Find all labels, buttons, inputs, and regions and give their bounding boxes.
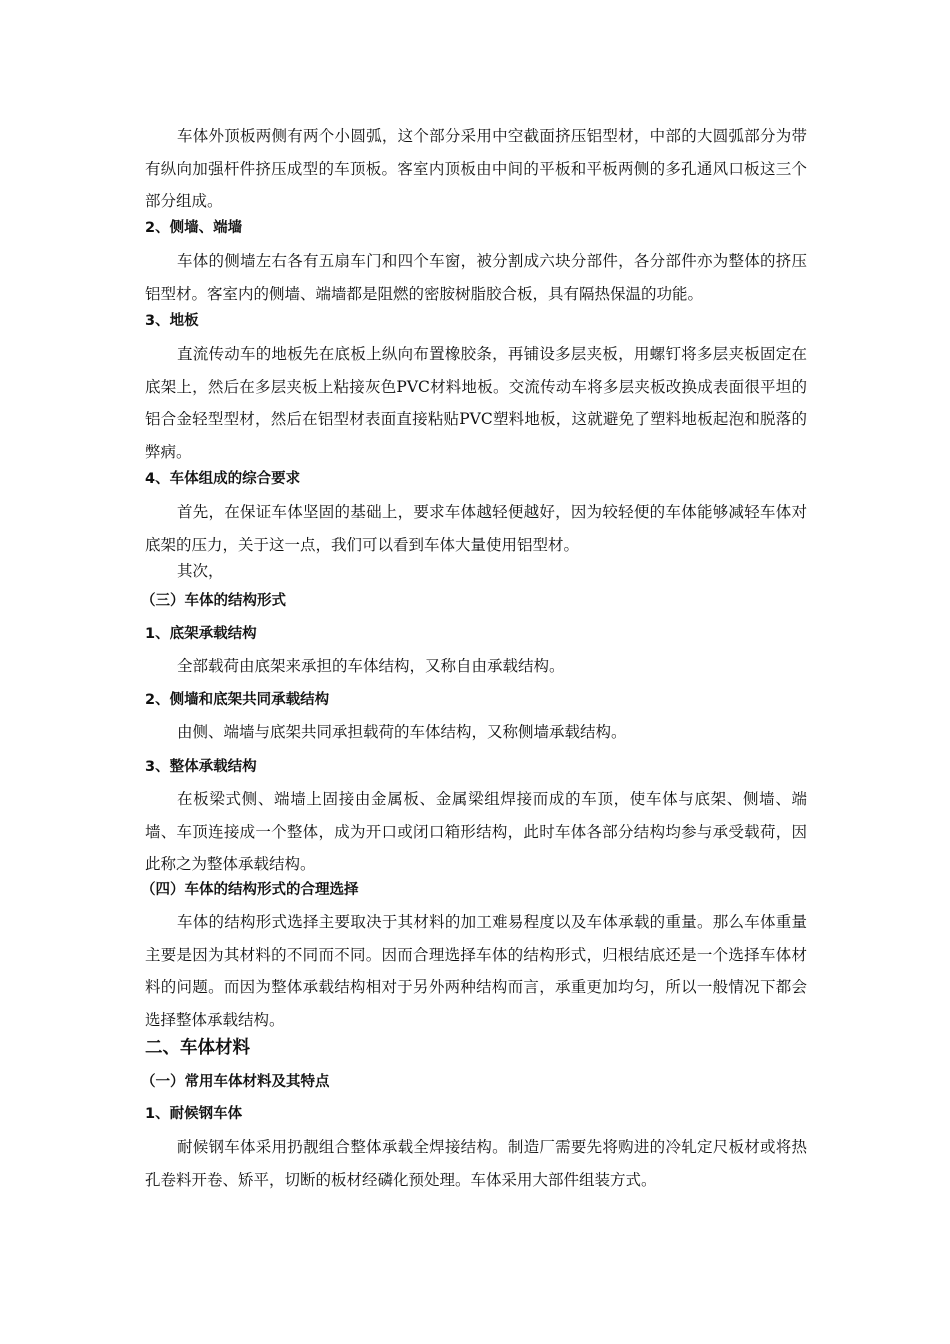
paragraph-side-walls: 车体的侧墙左右各有五扇车门和四个车窗，被分割成六块分部件，各分部件亦为整体的挤压铝型材。客室内的侧墙、端墙都是阻燃的密胺树脂胶合板，具有隔热保温的功能。 [145,252,807,303]
paragraph-side-wall-bearing: 由侧、端墙与底架共同承担载荷的车体结构，又称侧墙承载结构。 [177,723,627,741]
heading-integral-bearing: 3、整体承载结构 [145,759,257,775]
heading-floor: 3、地板 [145,313,199,329]
heading-common-materials: （一）常用车体材料及其特点 [141,1074,330,1090]
paragraph-integral-bearing: 在板梁式侧、端墙上固接由金属板、金属梁组焊接而成的车顶，使车体与底架、侧墙、端墙、车顶连接成一个整体，成为开口或闭口箱形结构，此时车体各部分结构均参与承受载荷，因此称之为整体承载结构。 [145,790,807,874]
paragraph-weathering-steel: 耐候钢车体采用扔靓组合整体承载全焊接结构。制造厂需要先将购进的冷轧定尺板材或将热孔卷料开卷、矫平，切断的板材经磷化预处理。车体采用大部件组装方式。 [145,1138,807,1189]
paragraph-roof-structure: 车体外顶板两侧有两个小圆弧，这个部分采用中空截面挤压铝型材，中部的大圆弧部分为带有纵向加强杆件挤压成型的车顶板。客室内顶板由中间的平板和平板两侧的多孔通风口板这三个部分组成。 [145,127,807,211]
heading-structure-selection: （四）车体的结构形式的合理选择 [141,882,359,898]
heading-car-body-materials: 二、车体材料 [145,1038,250,1058]
heading-underframe-bearing: 1、底架承载结构 [145,626,257,642]
heading-general-requirements: 4、车体组成的综合要求 [145,471,301,487]
paragraph-structure-selection: 车体的结构形式选择主要取决于其材料的加工难易程度以及车体承载的重量。那么车体重量主要是因为其材料的不同而不同。因而合理选择车体的结构形式，归根结底还是一个选择车体材料的问题。而因为整体承载结构相对于另外两种结构而言，承重更加均匀，所以一般情况下都会选择整体承载结构。 [145,913,807,1029]
paragraph-requirements-first: 首先，在保证车体坚固的基础上，要求车体越轻便越好，因为较轻便的车体能够减轻车体对底架的压力，关于这一点，我们可以看到车体大量使用铝型材。 [145,503,807,554]
paragraph-requirements-second: 其次， [177,562,224,580]
heading-side-wall-bearing: 2、侧墙和底架共同承载结构 [145,692,330,708]
heading-side-end-walls: 2、侧墙、端墙 [145,220,243,236]
paragraph-underframe-bearing: 全部载荷由底架来承担的车体结构，又称自由承载结构。 [177,657,565,675]
heading-structure-forms: （三）车体的结构形式 [141,593,286,609]
heading-weathering-steel: 1、耐候钢车体 [145,1106,243,1122]
paragraph-floor: 直流传动车的地板先在底板上纵向布置橡胶条，再铺设多层夹板，用螺钉将多层夹板固定在底架上，然后在多层夹板上粘接灰色PVC材料地板。交流传动车将多层夹板改换成表面很平坦的铝合金轻型型材，然后在铝型材表面直接粘贴PVC塑料地板，这就避免了塑料地板起泡和脱落的弊病。 [145,345,807,461]
